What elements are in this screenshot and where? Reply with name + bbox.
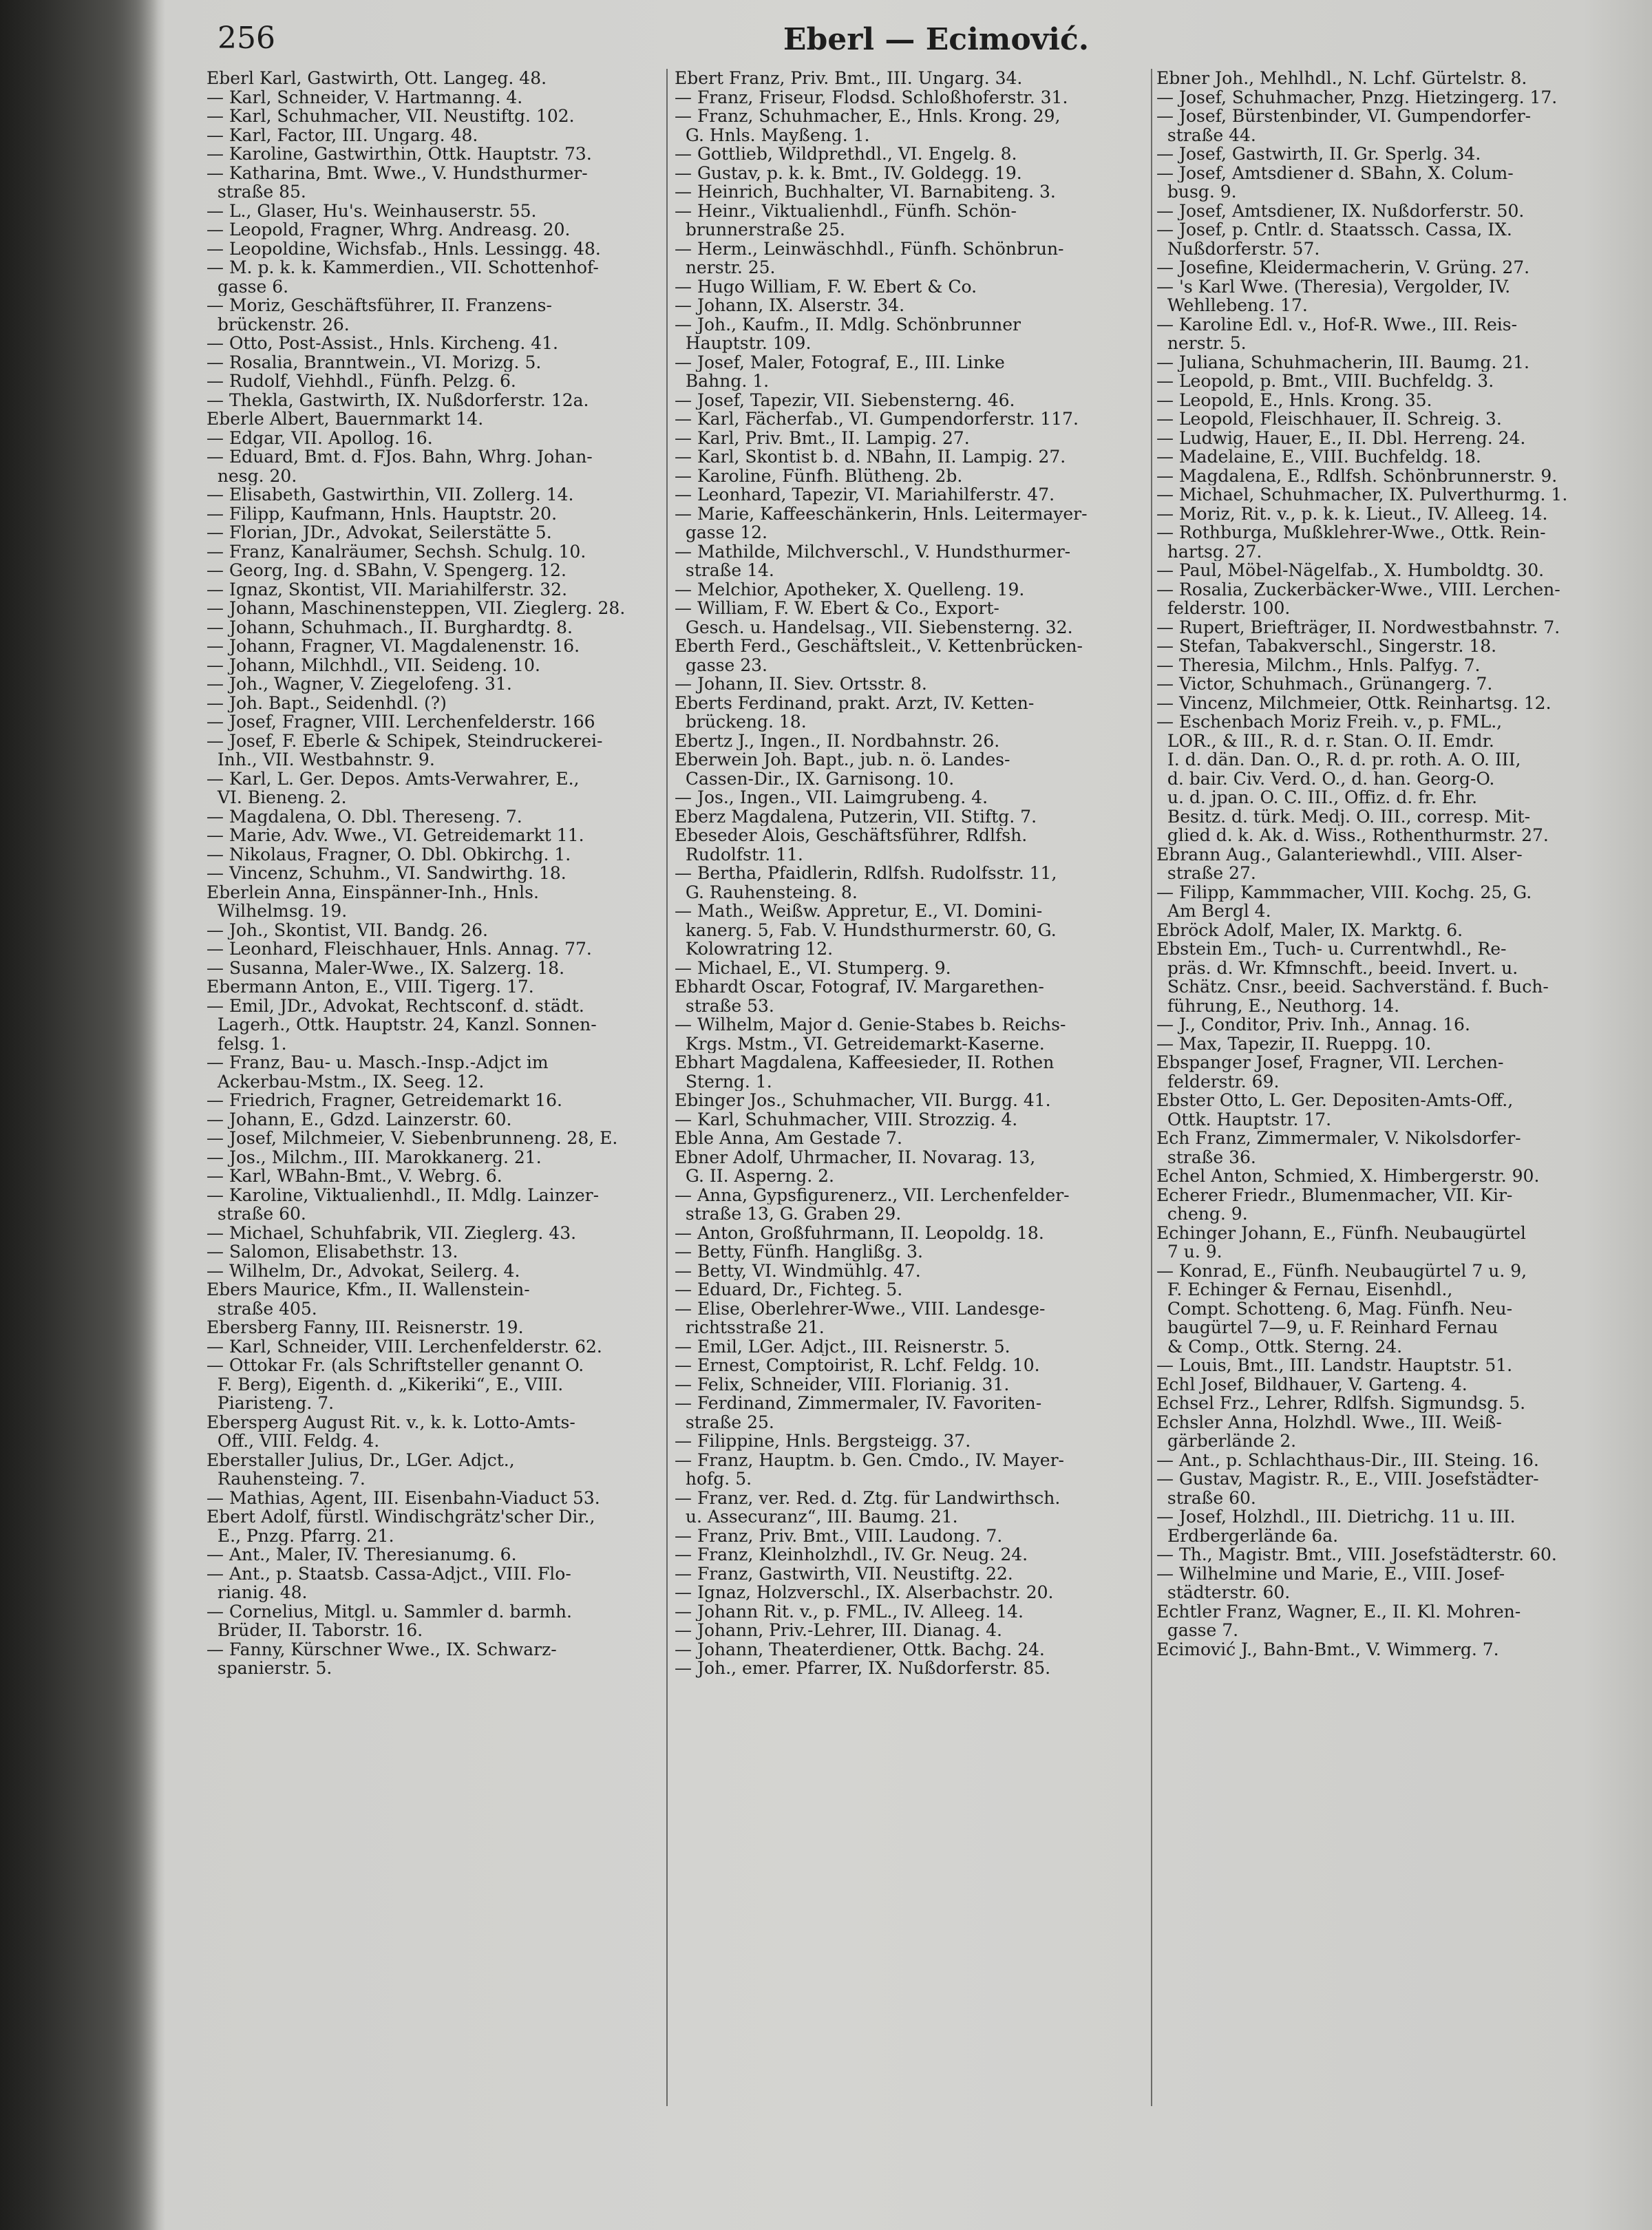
directory-entry-line: Eble Anna, Am Gestade 7.: [675, 1129, 902, 1148]
directory-entry-line: — Fanny, Kürschner Wwe., IX. Schwarz-: [206, 1639, 557, 1659]
directory-entry-line: — Leonhard, Tapezir, VI. Mariahilferstr. 47.: [675, 485, 1055, 505]
directory-entry-line: G. II. Asperng. 2.: [675, 1167, 834, 1186]
directory-entry-line: VI. Bieneng. 2.: [206, 788, 347, 807]
directory-entry-line: — Rosalia, Zuckerbäcker-Wwe., VIII. Lerchen-: [1156, 580, 1560, 599]
directory-entry-line: — Elisabeth, Gastwirthin, VII. Zollerg. 14.: [206, 485, 574, 505]
directory-entry-line: Wehllebeng. 17.: [1156, 296, 1308, 315]
directory-entry-line: — Rosalia, Branntwein., VI. Morizg. 5.: [206, 352, 542, 372]
directory-entry-line: Eberwein Joh. Bapt., jub. n. ö. Landes-: [675, 750, 1010, 769]
directory-entry-line: Inh., VII. Westbahnstr. 9.: [206, 750, 435, 769]
directory-entry-line: gasse 23.: [675, 655, 767, 675]
directory-entry-line: Ebermann Anton, E., VIII. Tigerg. 17.: [206, 977, 534, 997]
directory-entry-line: — Mathias, Agent, III. Eisenbahn-Viaduct 53.: [206, 1488, 600, 1507]
directory-entry-line: felsg. 1.: [206, 1034, 287, 1053]
directory-entry-line: — Karl, Factor, III. Ungarg. 48.: [206, 125, 478, 145]
directory-entry-line: Sterng. 1.: [675, 1072, 772, 1091]
directory-entry-line: straße 13, G. Graben 29.: [675, 1204, 902, 1224]
directory-entry-line: — Karoline, Fünfh. Blütheng. 2b.: [675, 466, 963, 485]
directory-entry-line: — Karl, L. Ger. Depos. Amts-Verwahrer, E.,: [206, 769, 580, 788]
directory-entry-line: — Ant., p. Schlachthaus-Dir., III. Steing. 16.: [1156, 1450, 1539, 1469]
directory-entry-line: — Anna, Gypsfigurenerz., VII. Lerchenfelder-: [675, 1185, 1070, 1204]
directory-entry-line: — Emil, LGer. Adjct., III. Reisnerstr. 5.: [675, 1337, 1010, 1356]
directory-entry-line: busg. 9.: [1156, 182, 1237, 202]
directory-entry-line: Echerer Friedr., Blumenmacher, VII. Kir-: [1156, 1185, 1513, 1204]
directory-entry-line: — Michael, Schuhmacher, IX. Pulverthurmg. 1.: [1156, 485, 1568, 505]
directory-entry-line: Hauptstr. 109.: [675, 334, 812, 353]
directory-entry-line: — Magdalena, E., Rdlfsh. Schönbrunnerstr. 9.: [1156, 466, 1558, 485]
directory-entry-line: — Eschenbach Moriz Freih. v., p. FML.,: [1156, 712, 1503, 732]
directory-entry-line: — Magdalena, O. Dbl. Thereseng. 7.: [206, 807, 522, 826]
directory-entry-line: — Josef, p. Cntlr. d. Staatssch. Cassa, IX.: [1156, 220, 1512, 240]
directory-entry-line: — Ottokar Fr. (als Schriftsteller genannt O.: [206, 1356, 584, 1375]
directory-entry-line: — Filippine, Hnls. Bergsteigg. 37.: [675, 1432, 971, 1451]
directory-entry-line: — Elise, Oberlehrer-Wwe., VIII. Landesge-: [675, 1299, 1046, 1318]
directory-entry-line: — Bertha, Pfaidlerin, Rdlfsh. Rudolfsstr. 11,: [675, 864, 1057, 883]
directory-entry-line: — Rudolf, Viehhdl., Fünfh. Pelzg. 6.: [206, 372, 516, 391]
directory-entry-line: spanierstr. 5.: [206, 1659, 332, 1678]
directory-entry-line: — Karoline, Gastwirthin, Ottk. Hauptstr. 73.: [206, 145, 592, 164]
directory-entry-line: — Salomon, Elisabethstr. 13.: [206, 1242, 458, 1262]
directory-entry-line: — Josef, Amtsdiener d. SBahn, X. Colum-: [1156, 163, 1514, 182]
directory-entry-line: — Gustav, p. k. k. Bmt., IV. Goldegg. 19.: [675, 163, 1022, 182]
directory-entry-line: — Karl, Schuhmacher, VII. Neustiftg. 102.: [206, 107, 575, 126]
directory-entry-line: — Theresia, Milchm., Hnls. Palfyg. 7.: [1156, 655, 1481, 675]
directory-entry-line: — Wilhelm, Major d. Genie-Stabes b. Reichs-: [675, 1015, 1066, 1034]
directory-entry-line: — Konrad, E., Fünfh. Neubaugürtel 7 u. 9,: [1156, 1261, 1527, 1280]
directory-entry-line: straße 36.: [1156, 1147, 1256, 1167]
directory-entry-line: — Gustav, Magistr. R., E., VIII. Josefstädter-: [1156, 1469, 1539, 1489]
directory-entry-line: — Johann, Fragner, VI. Magdalenenstr. 16.: [206, 637, 580, 656]
directory-entry-line: straße 60.: [1156, 1488, 1256, 1507]
directory-entry-line: Lagerh., Ottk. Hauptstr. 24, Kanzl. Sonnen-: [206, 1015, 597, 1034]
directory-entry-line: — Thekla, Gastwirth, IX. Nußdorferstr. 12a.: [206, 390, 589, 410]
directory-entry-line: Ebersberg Fanny, III. Reisnerstr. 19.: [206, 1318, 524, 1337]
directory-entry-line: straße 85.: [206, 182, 306, 202]
directory-entry-line: Rudolfstr. 11.: [675, 845, 803, 864]
directory-entry-line: — Otto, Post-Assist., Hnls. Kircheng. 41.: [206, 334, 558, 353]
directory-entry-line: F. Berg), Eigenth. d. „Kikeriki“, E., VIII.: [206, 1374, 564, 1394]
directory-entry-line: Ecimović J., Bahn-Bmt., V. Wimmerg. 7.: [1156, 1639, 1499, 1659]
directory-entry-line: — Johann, II. Siev. Ortsstr. 8.: [675, 675, 927, 694]
directory-entry-line: Eberz Magdalena, Putzerin, VII. Stiftg. 7.: [675, 807, 1037, 826]
directory-entry-line: — Madelaine, E., VIII. Buchfeldg. 18.: [1156, 447, 1481, 467]
directory-column-2: [675, 69, 1150, 2216]
directory-entry-line: — Ludwig, Hauer, E., II. Dbl. Herreng. 24.: [1156, 428, 1526, 447]
directory-entry-line: — Leopoldine, Wichsfab., Hnls. Lessingg. 48.: [206, 239, 601, 258]
directory-entry-line: — Leopold, Fragner, Whrg. Andreasg. 20.: [206, 220, 571, 240]
directory-entry-line: — Johann, Maschinensteppen, VII. Zieglerg. 28.: [206, 599, 626, 618]
directory-entry-line: — Franz, ver. Red. d. Ztg. für Landwirthsch.: [675, 1488, 1061, 1507]
directory-entry-line: Ebhardt Oscar, Fotograf, IV. Margarethen-: [675, 977, 1044, 997]
directory-entry-line: Eberl Karl, Gastwirth, Ott. Langeg. 48.: [206, 69, 547, 88]
directory-entry-line: Brüder, II. Taborstr. 16.: [206, 1621, 423, 1640]
directory-entry-line: — Ignaz, Holzverschl., IX. Alserbachstr. 20.: [675, 1583, 1054, 1602]
directory-entry-line: — Felix, Schneider, VIII. Florianig. 31.: [675, 1374, 1010, 1394]
directory-entry-line: brunnerstraße 25.: [675, 220, 845, 240]
directory-entry-line: Echel Anton, Schmied, X. Himbergerstr. 90.: [1156, 1167, 1540, 1186]
directory-entry-line: — Katharina, Bmt. Wwe., V. Hundsthurmer-: [206, 163, 588, 182]
directory-entry-line: — Juliana, Schuhmacherin, III. Baumg. 21.: [1156, 352, 1530, 372]
directory-entry-line: — Franz, Schuhmacher, E., Hnls. Krong. 29,: [675, 107, 1061, 126]
running-title: Eberl — Ecimović.: [783, 22, 1090, 57]
directory-entry-line: — Edgar, VII. Apollog. 16.: [206, 428, 433, 447]
directory-entry-line: Ebrann Aug., Galanteriewhdl., VIII. Alser-: [1156, 845, 1523, 864]
directory-entry-line: nesg. 20.: [206, 466, 297, 485]
directory-entry-line: gasse 7.: [1156, 1621, 1239, 1640]
directory-entry-line: — Mathilde, Milchverschl., V. Hundsthurmer-: [675, 542, 1071, 561]
directory-entry-line: — Filipp, Kaufmann, Hnls. Hauptstr. 20.: [206, 504, 558, 523]
directory-entry-line: — Josef, Amtsdiener, IX. Nußdorferstr. 50.: [1156, 201, 1525, 220]
directory-entry-line: gärberlände 2.: [1156, 1432, 1297, 1451]
directory-entry-line: brückenstr. 26.: [206, 315, 350, 334]
directory-entry-line: LOR., & III., R. d. r. Stan. O. II. Emdr.: [1156, 731, 1494, 750]
directory-entry-line: — Joh., Wagner, V. Ziegelofeng. 31.: [206, 675, 512, 694]
directory-entry-line: Echinger Johann, E., Fünfh. Neubaugürtel: [1156, 1223, 1526, 1242]
directory-entry-line: — Eduard, Dr., Fichteg. 5.: [675, 1280, 903, 1299]
book-binding-shadow: [0, 0, 158, 2230]
page-header: [206, 19, 1624, 61]
directory-entry-line: — Wilhelm, Dr., Advokat, Seilerg. 4.: [206, 1261, 520, 1280]
directory-entry-line: I. d. dän. Dan. O., R. d. pr. roth. A. O. III,: [1156, 750, 1521, 769]
directory-entry-line: Compt. Schotteng. 6, Mag. Fünfh. Neu-: [1156, 1299, 1513, 1318]
directory-entry-line: — Michael, E., VI. Stumperg. 9.: [675, 958, 951, 977]
directory-entry-line: Krgs. Mstm., VI. Getreidemarkt-Kaserne.: [675, 1034, 1045, 1053]
directory-entry-line: — Wilhelmine und Marie, E., VIII. Josef-: [1156, 1564, 1505, 1583]
directory-entry-line: kanerg. 5, Fab. V. Hundsthurmerstr. 60, G.: [675, 920, 1057, 939]
directory-entry-line: u. d. jpan. O. C. III., Offiz. d. fr. Ehr.: [1156, 788, 1478, 807]
directory-entry-line: — 's Karl Wwe. (Theresia), Vergolder, IV.: [1156, 277, 1511, 296]
directory-entry-line: — Josef, Tapezir, VII. Siebensterng. 46.: [675, 390, 1015, 410]
directory-entry-line: — Franz, Priv. Bmt., VIII. Laudong. 7.: [675, 1526, 1003, 1545]
directory-entry-line: — Jos., Milchm., III. Marokkanerg. 21.: [206, 1147, 542, 1167]
directory-entry-line: — Franz, Kanalräumer, Sechsh. Schulg. 10.: [206, 542, 586, 561]
directory-entry-line: Schätz. Cnsr., beeid. Sachverständ. f. Buch-: [1156, 977, 1549, 997]
directory-entry-line: Am Bergl 4.: [1156, 902, 1271, 921]
directory-entry-line: Rauhensteing. 7.: [206, 1469, 366, 1489]
directory-entry-line: Echtler Franz, Wagner, E., II. Kl. Mohren-: [1156, 1602, 1521, 1621]
directory-entry-line: — Hugo William, F. W. Ebert & Co.: [675, 277, 977, 296]
directory-entry-line: — Friedrich, Fragner, Getreidemarkt 16.: [206, 1091, 562, 1110]
directory-entry-line: Ebers Maurice, Kfm., II. Wallenstein-: [206, 1280, 530, 1299]
directory-entry-line: — Karl, Schneider, V. Hartmanng. 4.: [206, 87, 523, 107]
directory-column-1: [206, 69, 661, 2216]
directory-entry-line: — Joh., Kaufm., II. Mdlg. Schönbrunner: [675, 315, 1021, 334]
directory-entry-line: — Leonhard, Fleischhauer, Hnls. Annag. 77.: [206, 939, 592, 959]
directory-entry-line: — Ernest, Comptoirist, R. Lchf. Feldg. 10.: [675, 1356, 1040, 1375]
directory-entry-line: — Marie, Adv. Wwe., VI. Getreidemarkt 11.: [206, 826, 584, 845]
directory-entry-line: straße 14.: [675, 561, 774, 580]
directory-entry-line: Ech Franz, Zimmermaler, V. Nikolsdorfer-: [1156, 1129, 1521, 1148]
directory-entry-line: nerstr. 5.: [1156, 334, 1247, 353]
directory-entry-line: straße 25.: [675, 1412, 774, 1432]
directory-entry-line: — Johann, Priv.-Lehrer, III. Dianag. 4.: [675, 1621, 1003, 1640]
directory-entry-line: straße 53.: [675, 996, 774, 1015]
directory-entry-line: — Florian, JDr., Advokat, Seilerstätte 5.: [206, 523, 552, 542]
directory-entry-line: — Karoline Edl. v., Hof-R. Wwe., III. Reis-: [1156, 315, 1518, 334]
directory-entry-line: — Vincenz, Schuhm., VI. Sandwirthg. 18.: [206, 864, 566, 883]
directory-entry-line: Ottk. Hauptstr. 17.: [1156, 1109, 1332, 1129]
directory-entry-line: — Johann, Milchhdl., VII. Seideng. 10.: [206, 655, 540, 675]
directory-entry-line: — Gottlieb, Wildprethdl., VI. Engelg. 8.: [675, 145, 1017, 164]
directory-entry-line: Kolowratring 12.: [675, 939, 834, 959]
directory-entry-line: — Ignaz, Skontist, VII. Mariahilferstr. 32.: [206, 580, 568, 599]
directory-entry-line: Ebeseder Alois, Geschäftsführer, Rdlfsh.: [675, 826, 1028, 845]
column-divider: [666, 69, 668, 2106]
directory-entry-line: — Ant., p. Staatsb. Cassa-Adjct., VIII. Flo-: [206, 1564, 571, 1583]
directory-entry-line: — Karl, Skontist b. d. NBahn, II. Lampig. 27.: [675, 447, 1066, 467]
directory-entry-line: — Heinrich, Buchhalter, VI. Barnabiteng. 3.: [675, 182, 1056, 202]
directory-entry-line: — Rothburga, Mußklehrer-Wwe., Ottk. Rein-: [1156, 523, 1546, 542]
directory-entry-line: richtsstraße 21.: [675, 1318, 825, 1337]
directory-entry-line: — Cornelius, Mitgl. u. Sammler d. barmh.: [206, 1602, 572, 1621]
directory-entry-line: — Anton, Großfuhrmann, II. Leopoldg. 18.: [675, 1223, 1044, 1242]
directory-entry-line: führung, E., Neuthorg. 14.: [1156, 996, 1400, 1015]
directory-entry-line: — Emil, JDr., Advokat, Rechtsconf. d. städt.: [206, 996, 584, 1015]
directory-entry-line: — Paul, Möbel-Nägelfab., X. Humboldtg. 30.: [1156, 561, 1545, 580]
directory-entry-line: — Melchior, Apotheker, X. Quelleng. 19.: [675, 580, 1025, 599]
directory-entry-line: Ebert Adolf, fürstl. Windischgrätz'scher Dir.,: [206, 1507, 595, 1527]
directory-entry-line: — Leopold, Fleischhauer, II. Schreig. 3.: [1156, 410, 1502, 429]
directory-entry-line: — Karl, WBahn-Bmt., V. Webrg. 6.: [206, 1167, 502, 1186]
directory-entry-line: — Karl, Fächerfab., VI. Gumpendorferstr. 117.: [675, 410, 1079, 429]
directory-entry-line: Eberth Ferd., Geschäftsleit., V. Kettenbrücken-: [675, 637, 1083, 656]
directory-column-3: [1156, 69, 1638, 2216]
column-divider: [1151, 69, 1152, 2106]
directory-entry-line: Ebner Adolf, Uhrmacher, II. Novarag. 13,: [675, 1147, 1036, 1167]
directory-entry-line: — Karl, Priv. Bmt., II. Lampig. 27.: [675, 428, 970, 447]
directory-entry-line: Echl Josef, Bildhauer, V. Garteng. 4.: [1156, 1374, 1468, 1394]
directory-entry-line: — Marie, Kaffeeschänkerin, Hnls. Leitermayer-: [675, 504, 1088, 523]
directory-entry-line: rianig. 48.: [206, 1583, 308, 1602]
directory-entry-line: hofg. 5.: [675, 1469, 752, 1489]
directory-entry-line: E., Pnzg. Pfarrg. 21.: [206, 1526, 394, 1545]
directory-entry-line: Ackerbau-Mstm., IX. Seeg. 12.: [206, 1072, 485, 1091]
directory-entry-line: — J., Conditor, Priv. Inh., Annag. 16.: [1156, 1015, 1470, 1034]
directory-entry-line: — Filipp, Kammmacher, VIII. Kochg. 25, G.: [1156, 882, 1532, 902]
directory-entry-line: — Karl, Schuhmacher, VIII. Strozzig. 4.: [675, 1109, 1018, 1129]
directory-entry-line: — Josef, Schuhmacher, Pnzg. Hietzingerg. 17.: [1156, 87, 1558, 107]
directory-entry-line: — Georg, Ing. d. SBahn, V. Spengerg. 12.: [206, 561, 566, 580]
directory-entry-line: Ebster Otto, L. Ger. Depositen-Amts-Off.,: [1156, 1091, 1514, 1110]
directory-entry-line: Eberlein Anna, Einspänner-Inh., Hnls.: [206, 882, 539, 902]
directory-entry-line: Wilhelmsg. 19.: [206, 902, 348, 921]
directory-entry-line: — Johann Rit. v., p. FML., IV. Alleeg. 14.: [675, 1602, 1024, 1621]
directory-entry-line: — Franz, Kleinholzhdl., IV. Gr. Neug. 24.: [675, 1545, 1028, 1564]
directory-entry-line: — Josef, Maler, Fotograf, E., III. Linke: [675, 352, 1005, 372]
directory-entry-line: — Betty, VI. Windmühlg. 47.: [675, 1261, 921, 1280]
directory-entry-line: Ebert Franz, Priv. Bmt., III. Ungarg. 34.: [675, 69, 1023, 88]
directory-entry-line: G. Hnls. Mayßeng. 1.: [675, 125, 870, 145]
directory-entry-line: Ebertz J., Ingen., II. Nordbahnstr. 26.: [675, 731, 1000, 750]
directory-entry-line: d. bair. Civ. Verd. O., d. han. Georg-O.: [1156, 769, 1495, 788]
directory-entry-line: — Moriz, Rit. v., p. k. k. Lieut., IV. Alleeg. 14.: [1156, 504, 1548, 523]
directory-entry-line: — Franz, Hauptm. b. Gen. Cmdo., IV. Mayer-: [675, 1450, 1064, 1469]
directory-entry-line: brückeng. 18.: [675, 712, 807, 732]
directory-entry-line: — Vincenz, Milchmeier, Ottk. Reinhartsg. 12.: [1156, 693, 1552, 712]
directory-entry-line: — Josefine, Kleidermacherin, V. Grüng. 27.: [1156, 258, 1530, 277]
directory-entry-line: — Johann, Schuhmach., II. Burghardtg. 8.: [206, 617, 573, 637]
directory-entry-line: Ebinger Jos., Schuhmacher, VII. Burgg. 41.: [675, 1091, 1051, 1110]
directory-entry-line: — Jos., Ingen., VII. Laimgrubeng. 4.: [675, 788, 988, 807]
directory-entry-line: — Joh. Bapt., Seidenhdl. (?): [206, 693, 447, 712]
directory-entry-line: Bahng. 1.: [675, 372, 770, 391]
directory-entry-line: Erdbergerlände 6a.: [1156, 1526, 1339, 1545]
directory-entry-line: Cassen-Dir., IX. Garnisong. 10.: [675, 769, 955, 788]
directory-entry-line: straße 60.: [206, 1204, 306, 1224]
directory-entry-line: — Franz, Bau- u. Masch.-Insp.-Adjct im: [206, 1053, 549, 1072]
directory-entry-line: — Moriz, Geschäftsführer, II. Franzens-: [206, 296, 552, 315]
directory-entry-line: — Susanna, Maler-Wwe., IX. Salzerg. 18.: [206, 958, 565, 977]
directory-entry-line: G. Rauhensteing. 8.: [675, 882, 858, 902]
directory-entry-line: Ebhart Magdalena, Kaffeesieder, II. Rothen: [675, 1053, 1055, 1072]
directory-entry-line: präs. d. Wr. Kfmnschft., beeid. Invert. u.: [1156, 958, 1518, 977]
directory-entry-line: — William, F. W. Ebert & Co., Export-: [675, 599, 999, 618]
directory-entry-line: Off., VIII. Feldg. 4.: [206, 1432, 380, 1451]
directory-entry-line: — M. p. k. k. Kammerdien., VII. Schottenhof-: [206, 258, 599, 277]
directory-entry-line: — Max, Tapezir, II. Rueppg. 10.: [1156, 1034, 1432, 1053]
directory-entry-line: Eberstaller Julius, Dr., LGer. Adjct.,: [206, 1450, 515, 1469]
directory-entry-line: — Joh., emer. Pfarrer, IX. Nußdorferstr. 85.: [675, 1659, 1051, 1678]
directory-entry-line: — Louis, Bmt., III. Landstr. Hauptstr. 51.: [1156, 1356, 1513, 1375]
directory-entry-line: — Johann, Theaterdiener, Ottk. Bachg. 24.: [675, 1639, 1045, 1659]
directory-entry-line: Ebersperg August Rit. v., k. k. Lotto-Amts-: [206, 1412, 575, 1432]
directory-entry-line: — Josef, F. Eberle & Schipek, Steindruckerei-: [206, 731, 603, 750]
page-number: 256: [218, 21, 275, 56]
directory-entry-line: nerstr. 25.: [675, 258, 776, 277]
directory-entry-line: u. Assecuranz“, III. Baumg. 21.: [675, 1507, 958, 1527]
directory-entry-line: — Th., Magistr. Bmt., VIII. Josefstädterstr. 60.: [1156, 1545, 1557, 1564]
directory-entry-line: Ebner Joh., Mehlhdl., N. Lchf. Gürtelstr. 8.: [1156, 69, 1527, 88]
directory-entry-line: — Karl, Schneider, VIII. Lerchenfelderstr. 62.: [206, 1337, 602, 1356]
directory-entry-line: — Eduard, Bmt. d. FJos. Bahn, Whrg. Johan-: [206, 447, 593, 467]
directory-entry-line: — Michael, Schuhfabrik, VII. Zieglerg. 43.: [206, 1223, 577, 1242]
directory-entry-line: — Rupert, Briefträger, II. Nordwestbahnstr. 7.: [1156, 617, 1560, 637]
directory-entry-line: — Josef, Fragner, VIII. Lerchenfelderstr. 166: [206, 712, 595, 732]
directory-entry-line: Besitz. d. türk. Medj. O. III., corresp. Mit-: [1156, 807, 1531, 826]
directory-entry-line: — Josef, Holzhdl., III. Dietrichg. 11 u. III.: [1156, 1507, 1516, 1527]
directory-entry-line: & Comp., Ottk. Sterng. 24.: [1156, 1337, 1403, 1356]
directory-entry-line: — Leopold, p. Bmt., VIII. Buchfeldg. 3.: [1156, 372, 1494, 391]
directory-entry-line: straße 405.: [206, 1299, 317, 1318]
directory-entry-line: felderstr. 100.: [1156, 599, 1291, 618]
directory-entry-line: — Heinr., Viktualienhdl., Fünfh. Schön-: [675, 201, 1017, 220]
directory-entry-line: — Stefan, Tabakverschl., Singerstr. 18.: [1156, 637, 1497, 656]
directory-entry-line: Piaristeng. 7.: [206, 1394, 335, 1413]
directory-entry-line: Nußdorferstr. 57.: [1156, 239, 1320, 258]
directory-entry-line: Ebröck Adolf, Maler, IX. Marktg. 6.: [1156, 920, 1463, 939]
directory-entry-line: baugürtel 7—9, u. F. Reinhard Fernau: [1156, 1318, 1499, 1337]
directory-entry-line: cheng. 9.: [1156, 1204, 1248, 1224]
directory-entry-line: — Ferdinand, Zimmermaler, IV. Favoriten-: [675, 1394, 1042, 1413]
directory-entry-line: — Victor, Schuhmach., Grünangerg. 7.: [1156, 675, 1493, 694]
directory-entry-line: glied d. k. Ak. d. Wiss., Rothenthurmstr. 27.: [1156, 826, 1549, 845]
directory-entry-line: — Johann, IX. Alserstr. 34.: [675, 296, 905, 315]
directory-entry-line: — Leopold, E., Hnls. Krong. 35.: [1156, 390, 1432, 410]
directory-entry-line: Gesch. u. Handelsag., VII. Siebensterng. 32.: [675, 617, 1073, 637]
directory-entry-line: städterstr. 60.: [1156, 1583, 1291, 1602]
directory-entry-line: felderstr. 69.: [1156, 1072, 1280, 1091]
directory-entry-line: — Johann, E., Gdzd. Lainzerstr. 60.: [206, 1109, 512, 1129]
directory-entry-line: Eberts Ferdinand, prakt. Arzt, IV. Ketten-: [675, 693, 1035, 712]
directory-entry-line: Echsler Anna, Holzhdl. Wwe., III. Weiß-: [1156, 1412, 1502, 1432]
directory-entry-line: — Franz, Friseur, Flodsd. Schloßhoferstr. 31.: [675, 87, 1068, 107]
directory-entry-line: hartsg. 27.: [1156, 542, 1262, 561]
directory-entry-line: straße 27.: [1156, 864, 1256, 883]
directory-entry-line: Ebstein Em., Tuch- u. Currentwhdl., Re-: [1156, 939, 1507, 959]
directory-entry-line: — Joh., Skontist, VII. Bandg. 26.: [206, 920, 488, 939]
directory-entry-line: 7 u. 9.: [1156, 1242, 1222, 1262]
directory-entry-line: — Karoline, Viktualienhdl., II. Mdlg. Lainzer-: [206, 1185, 600, 1204]
directory-entry-line: — Ant., Maler, IV. Theresianumg. 6.: [206, 1545, 517, 1564]
directory-entry-line: Eberle Albert, Bauernmarkt 14.: [206, 410, 484, 429]
directory-entry-line: — Franz, Gastwirth, VII. Neustiftg. 22.: [675, 1564, 1013, 1583]
directory-entry-line: gasse 12.: [675, 523, 767, 542]
directory-entry-line: — Josef, Milchmeier, V. Siebenbrunneng. 28, E.: [206, 1129, 618, 1148]
directory-entry-line: straße 44.: [1156, 125, 1256, 145]
directory-entry-line: Echsel Frz., Lehrer, Rdlfsh. Sigmundsg. 5.: [1156, 1394, 1526, 1413]
directory-entry-line: Ebspanger Josef, Fragner, VII. Lerchen-: [1156, 1053, 1504, 1072]
directory-entry-line: F. Echinger & Fernau, Eisenhdl.,: [1156, 1280, 1453, 1299]
directory-entry-line: — Josef, Bürstenbinder, VI. Gumpendorfer-: [1156, 107, 1532, 126]
directory-entry-line: — Nikolaus, Fragner, O. Dbl. Obkirchg. 1.: [206, 845, 571, 864]
directory-entry-line: — L., Glaser, Hu's. Weinhauserstr. 55.: [206, 201, 537, 220]
directory-entry-line: — Betty, Fünfh. Hanglißg. 3.: [675, 1242, 923, 1262]
directory-entry-line: gasse 6.: [206, 277, 289, 296]
directory-entry-line: — Josef, Gastwirth, II. Gr. Sperlg. 34.: [1156, 145, 1481, 164]
directory-entry-line: — Math., Weißw. Appretur, E., VI. Domini-: [675, 902, 1043, 921]
directory-entry-line: — Herm., Leinwäschhdl., Fünfh. Schönbrun-: [675, 239, 1064, 258]
